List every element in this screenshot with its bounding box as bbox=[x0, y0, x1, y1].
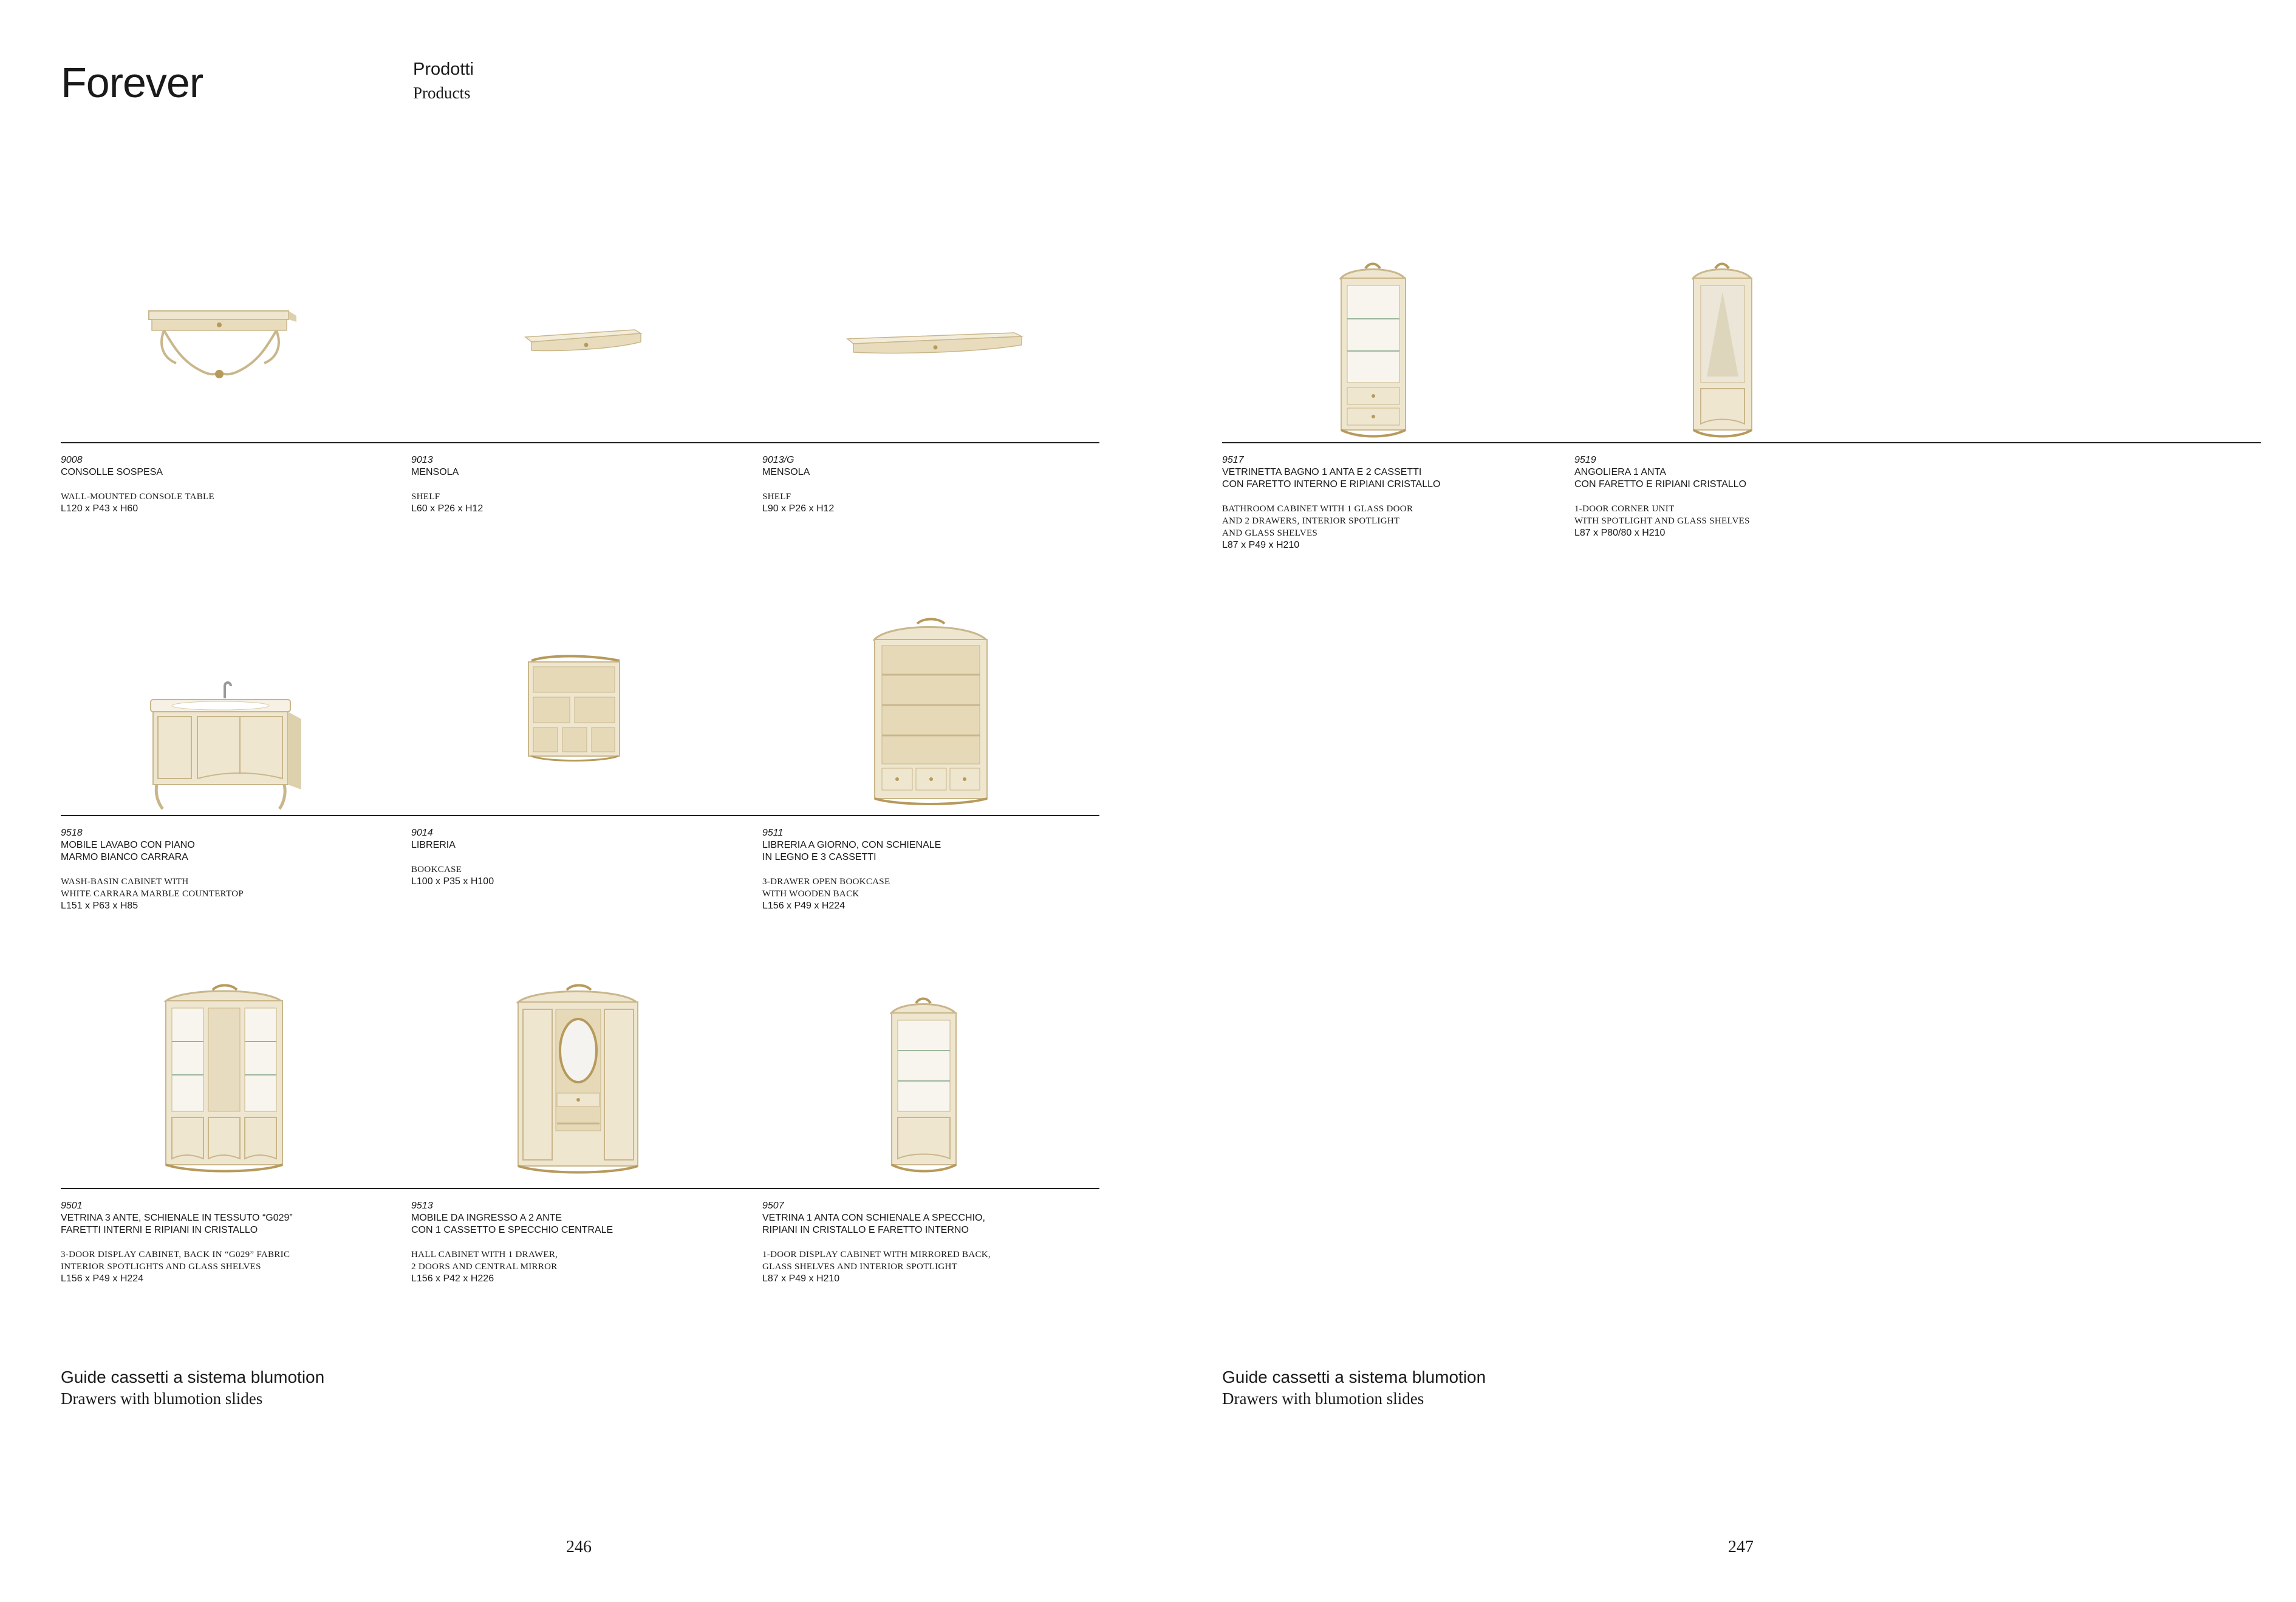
product-code: 9518 bbox=[61, 828, 83, 838]
product-code: 9513 bbox=[411, 1201, 433, 1211]
product-name-it: MOBILE LAVABO CON PIANO MARMO BIANCO CARRARA bbox=[61, 840, 195, 862]
product-name-en: 1-DOOR CORNER UNIT WITH SPOTLIGHT AND GLASS SHELVES bbox=[1574, 504, 1750, 526]
washbasin-cabinet-icon bbox=[146, 674, 310, 814]
product-name-it: VETRINA 1 ANTA CON SCHIENALE A SPECCHIO, RIPIANI IN CRISTALLO E FARETTO INTERNO bbox=[762, 1213, 985, 1235]
product-name-en: WALL-MOUNTED CONSOLE TABLE bbox=[61, 492, 214, 502]
product-name-it: CONSOLLE SOSPESA bbox=[61, 467, 163, 477]
product-code: 9501 bbox=[61, 1201, 83, 1211]
row-divider bbox=[61, 442, 1099, 443]
product-caption bbox=[1222, 454, 1550, 551]
section-title-en: Products bbox=[413, 84, 471, 102]
product-name-it: ANGOLIERA 1 ANTA CON FARETTO E RIPIANI CRISTALLO bbox=[1574, 467, 1747, 489]
product-caption bbox=[762, 454, 1090, 515]
bathroom-vitrine-icon bbox=[1336, 261, 1409, 440]
wall-shelf-long-icon bbox=[844, 328, 1027, 370]
product-dimensions: L87 x P49 x H210 bbox=[1222, 540, 1300, 550]
product-code: 9013/G bbox=[762, 455, 794, 465]
product-name-it: VETRINA 3 ANTE, SCHIENALE IN TESSUTO “G029” FARETTI INTERNI E RIPIANI IN CRISTALLO bbox=[61, 1213, 293, 1235]
product-dimensions: L90 x P26 x H12 bbox=[762, 503, 835, 514]
product-name-en: BATHROOM CABINET WITH 1 GLASS DOOR AND 2 DRAWERS, INTERIOR SPOTLIGHT AND GLASS SHELVES bbox=[1222, 504, 1413, 538]
product-code: 9013 bbox=[411, 455, 433, 465]
product-code: 9507 bbox=[762, 1201, 784, 1211]
page-number-left: 246 bbox=[566, 1538, 592, 1556]
console-table-icon bbox=[146, 304, 298, 395]
product-code: 9519 bbox=[1574, 455, 1596, 465]
product-name-it: VETRINETTA BAGNO 1 ANTA E 2 CASSETTI CON FARETTO INTERNO E RIPIANI CRISTALLO bbox=[1222, 467, 1441, 489]
product-caption bbox=[762, 827, 1090, 912]
display-cabinet-1door-icon bbox=[887, 996, 960, 1178]
product-name-it: LIBRERIA A GIORNO, CON SCHIENALE IN LEGNO E 3 CASSETTI bbox=[762, 840, 941, 862]
product-caption bbox=[61, 827, 389, 912]
product-name-it: MOBILE DA INGRESSO A 2 ANTE CON 1 CASSETTO E SPECCHIO CENTRALE bbox=[411, 1213, 613, 1235]
open-bookcase-icon bbox=[869, 616, 996, 811]
product-name-en: SHELF bbox=[762, 492, 791, 502]
product-name-it: MENSOLA bbox=[411, 467, 459, 477]
product-caption bbox=[411, 827, 739, 888]
feature-note-en: Drawers with blumotion slides bbox=[61, 1389, 263, 1408]
product-caption bbox=[1574, 454, 1902, 539]
wall-shelf-icon bbox=[522, 325, 644, 367]
product-dimensions: L156 x P49 x H224 bbox=[61, 1273, 144, 1284]
product-dimensions: L120 x P43 x H60 bbox=[61, 503, 138, 514]
hall-cabinet-mirror-icon bbox=[513, 984, 644, 1178]
product-caption bbox=[61, 1200, 389, 1285]
product-dimensions: L87 x P49 x H210 bbox=[762, 1273, 840, 1284]
product-name-en: WASH-BASIN CABINET WITH WHITE CARRARA MARBLE COUNTERTOP bbox=[61, 877, 244, 899]
product-dimensions: L156 x P49 x H224 bbox=[762, 901, 846, 911]
page-number-right: 247 bbox=[1728, 1538, 1754, 1556]
product-dimensions: L60 x P26 x H12 bbox=[411, 503, 483, 514]
product-name-it: LIBRERIA bbox=[411, 840, 456, 850]
feature-note-it: Guide cassetti a sistema blumotion bbox=[61, 1368, 325, 1386]
section-title-it: Prodotti bbox=[413, 60, 474, 79]
row-divider bbox=[61, 1188, 1099, 1189]
product-code: 9517 bbox=[1222, 455, 1244, 465]
brand-title: Forever bbox=[61, 59, 203, 106]
row-divider bbox=[61, 815, 1099, 816]
product-name-en: 3-DOOR DISPLAY CABINET, BACK IN “G029” FABRIC INTERIOR SPOTLIGHTS AND GLASS SHELVES bbox=[61, 1250, 290, 1272]
product-code: 9014 bbox=[411, 828, 433, 838]
product-caption bbox=[762, 1200, 1090, 1285]
small-bookcase-icon bbox=[522, 650, 632, 765]
product-code: 9511 bbox=[762, 828, 784, 838]
product-dimensions: L151 x P63 x H85 bbox=[61, 901, 138, 911]
feature-note-en: Drawers with blumotion slides bbox=[1222, 1389, 1424, 1408]
product-caption bbox=[411, 454, 739, 515]
product-name-en: 1-DOOR DISPLAY CABINET WITH MIRRORED BACK, GLASS SHELVES AND INTERIOR SPOTLIGHT bbox=[762, 1250, 991, 1272]
product-caption bbox=[61, 454, 389, 515]
feature-note-it: Guide cassetti a sistema blumotion bbox=[1222, 1368, 1486, 1386]
display-cabinet-3door-icon bbox=[161, 984, 289, 1178]
product-name-en: HALL CABINET WITH 1 DRAWER, 2 DOORS AND CENTRAL MIRROR bbox=[411, 1250, 558, 1272]
product-name-en: BOOKCASE bbox=[411, 865, 462, 874]
product-dimensions: L87 x P80/80 x H210 bbox=[1574, 528, 1666, 538]
product-name-en: 3-DRAWER OPEN BOOKCASE WITH WOODEN BACK bbox=[762, 877, 890, 899]
product-dimensions: L156 x P42 x H226 bbox=[411, 1273, 494, 1284]
corner-unit-icon bbox=[1689, 261, 1755, 440]
product-name-it: MENSOLA bbox=[762, 467, 810, 477]
product-caption bbox=[411, 1200, 739, 1285]
row-divider bbox=[1222, 442, 2261, 443]
product-dimensions: L100 x P35 x H100 bbox=[411, 876, 494, 887]
product-name-en: SHELF bbox=[411, 492, 440, 502]
product-code: 9008 bbox=[61, 455, 83, 465]
